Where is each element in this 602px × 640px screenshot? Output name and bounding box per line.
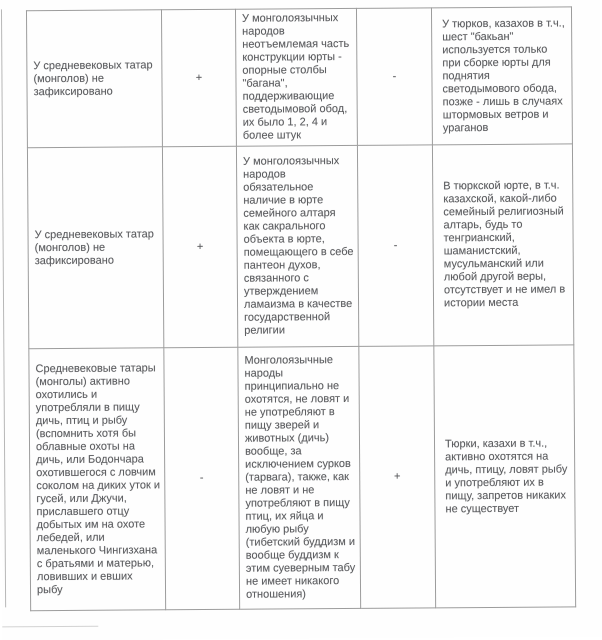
cell-tatars-mark-row1: + [161, 9, 236, 147]
cell-mongols-mark-row1: - [356, 8, 432, 146]
comparison-table [26, 6, 576, 611]
cell-tatars-row2: У средневековых татар (монголов) не зафиксировано [27, 147, 163, 349]
cell-tatars-mark-row3: - [164, 347, 240, 610]
cell-mongols-row3: Монголоязычные народы принципиально не охотятся, не ловят и не употребляют в пищу зверей и животных (дичь) вообще, за исключением сурков (тарвага), также, как не ловят и не употребляют в пищу птиц, их яйца и любую рыбу (тибетский буддизм и вообще буддизм к этим суеверным табу не имеет никакого отношения) [238, 346, 361, 609]
cell-tatars-row3: Средневековые татары (монголы) активно охотились и употребляли в пищу дичь, птиц и рыбу (вспомнить хотя бы облавные охоты на дичь, или Бодончара охотившегося с ловчим соколом на диких уток и гусей, или Джучи, приславшего отцу добытых им на охоте лебедей, или маленького Чингизхана с братьями и матерью, ловивших и евших рыбу [29, 348, 166, 611]
cell-tatars-row1: У средневековых татар (монголов) не зафиксировано [26, 10, 162, 148]
cell-mongols-mark-row3: + [359, 346, 436, 609]
cell-turks-row1: У тюрков, казахов в т.ч., шест "бакьан" используется только при сборке юрты для поднятия светодымового обода, позже - лишь в случаях штормовых ветров и ураганов [431, 7, 572, 145]
cropped-column-border-line [1, 9, 6, 607]
cell-tatars-mark-row2: + [162, 146, 237, 348]
scan-artifact-line [2, 626, 98, 628]
cell-mongols-mark-row2: - [357, 145, 433, 347]
cell-mongols-row1: У монголоязычных народов неотъемлемая часть конструкции юрты - опорные столбы "багана", поддерживающие светодымовой обод, их было 1, 2, 4 и более штук [235, 8, 357, 146]
cell-turks-row2: В тюркской юрте, в т.ч. казахской, какой-либо семейный религиозный алтарь, будь то тенгрианский, шаманистский, мусульманский или любой другой веры, отсутствует и не имел в истории места [432, 144, 573, 346]
table-row-1 [26, 7, 572, 148]
cell-mongols-row2: У монголоязычных народов обязательное наличие в юрте семейного алтаря как сакрального объекта в юрте, помещающего в себе пантеон духов, связанного с утверждением ламаизма в качестве государственной религии [236, 145, 358, 347]
cell-turks-row3: Тюрки, казахи в т.ч., активно охотятся на дичь, птицу, ловят рыбу и употребляют их в пищу, запретов никаких не существует [434, 345, 576, 608]
table-row-3 [29, 345, 576, 611]
table-row-2 [27, 144, 573, 349]
